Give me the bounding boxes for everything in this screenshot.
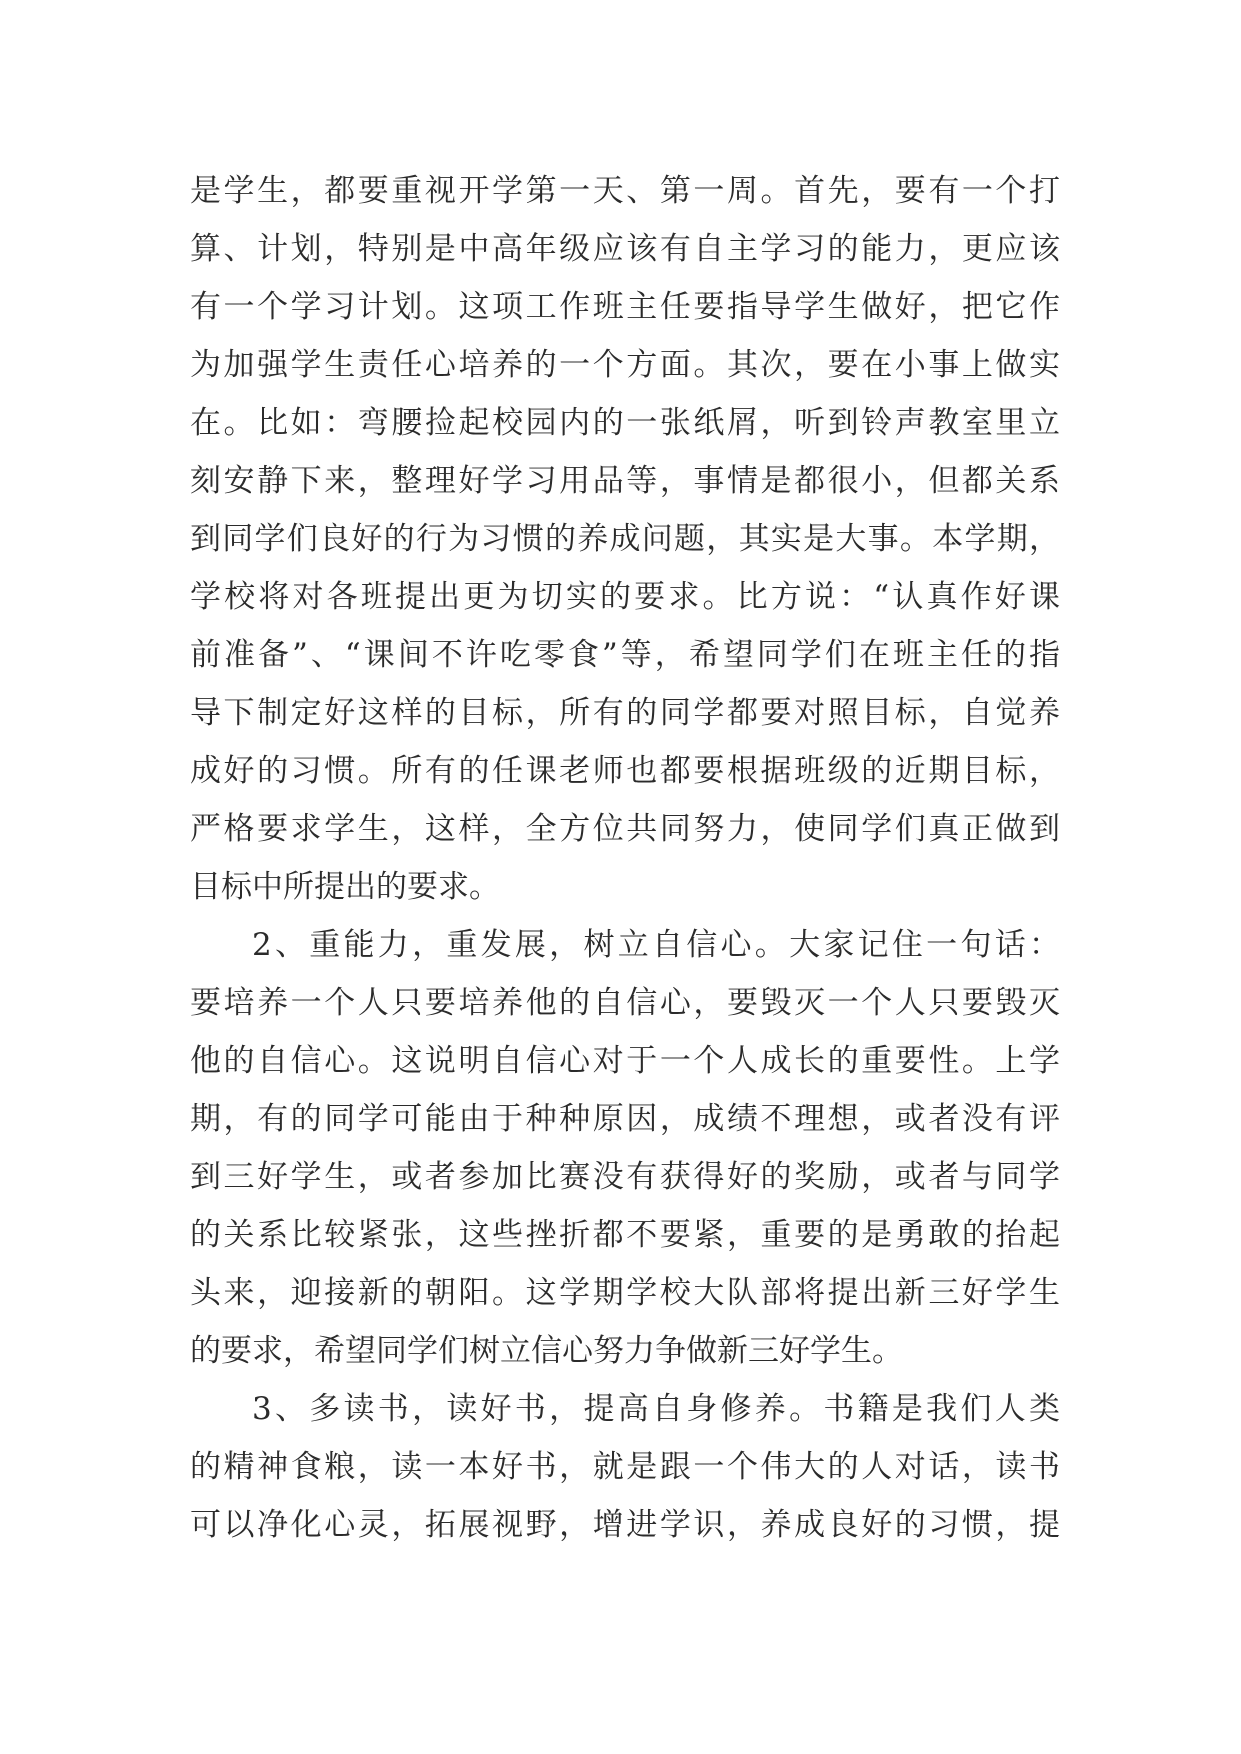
text-line: 有一个学习计划。这项工作班主任要指导学生做好，把它作 <box>190 289 1060 325</box>
text-line: 在。比如：弯腰捡起校园内的一张纸屑，听到铃声教室里立 <box>190 405 1060 441</box>
text-line: 前准备”、“课间不许吃零食”等，希望同学们在班主任的指 <box>190 637 1060 673</box>
paragraph-2-first-line: 2、重能力，重发展，树立自信心。大家记住一句话： <box>252 927 1060 963</box>
text-line: 的要求，希望同学们树立信心努力争做新三好学生。 <box>190 1333 903 1369</box>
text-line: 严格要求学生，这样，全方位共同努力，使同学们真正做到 <box>190 811 1060 847</box>
text-line: 算、计划，特别是中高年级应该有自主学习的能力，更应该 <box>190 231 1060 267</box>
body-text <box>190 162 1060 1554</box>
text-line: 可以净化心灵，拓展视野，增进学识，养成良好的习惯，提 <box>190 1507 1060 1543</box>
text-line: 到同学们良好的行为习惯的养成问题，其实是大事。本学期， <box>190 521 1060 557</box>
text-line: 成好的习惯。所有的任课老师也都要根据班级的近期目标， <box>190 753 1060 789</box>
text-line: 刻安静下来，整理好学习用品等，事情是都很小，但都关系 <box>190 463 1060 499</box>
text-line: 期，有的同学可能由于种种原因，成绩不理想，或者没有评 <box>190 1101 1060 1137</box>
text-line: 要培养一个人只要培养他的自信心，要毁灭一个人只要毁灭 <box>190 985 1060 1021</box>
text-line: 的关系比较紧张，这些挫折都不要紧，重要的是勇敢的抬起 <box>190 1217 1060 1253</box>
text-line: 是学生，都要重视开学第一天、第一周。首先，要有一个打 <box>190 173 1060 209</box>
text-line: 的精神食粮，读一本好书，就是跟一个伟大的人对话，读书 <box>190 1449 1060 1485</box>
text-line: 目标中所提出的要求。 <box>190 869 500 905</box>
text-line: 导下制定好这样的目标，所有的同学都要对照目标，自觉养 <box>190 695 1060 731</box>
text-line: 学校将对各班提出更为切实的要求。比方说：“认真作好课 <box>190 579 1060 615</box>
text-line: 头来，迎接新的朝阳。这学期学校大队部将提出新三好学生 <box>190 1275 1060 1311</box>
text-line: 为加强学生责任心培养的一个方面。其次，要在小事上做实 <box>190 347 1060 383</box>
paragraph-3-first-line: 3、多读书，读好书，提高自身修养。书籍是我们人类 <box>252 1391 1060 1427</box>
text-line: 到三好学生，或者参加比赛没有获得好的奖励，或者与同学 <box>190 1159 1060 1195</box>
text-line: 他的自信心。这说明自信心对于一个人成长的重要性。上学 <box>190 1043 1060 1079</box>
